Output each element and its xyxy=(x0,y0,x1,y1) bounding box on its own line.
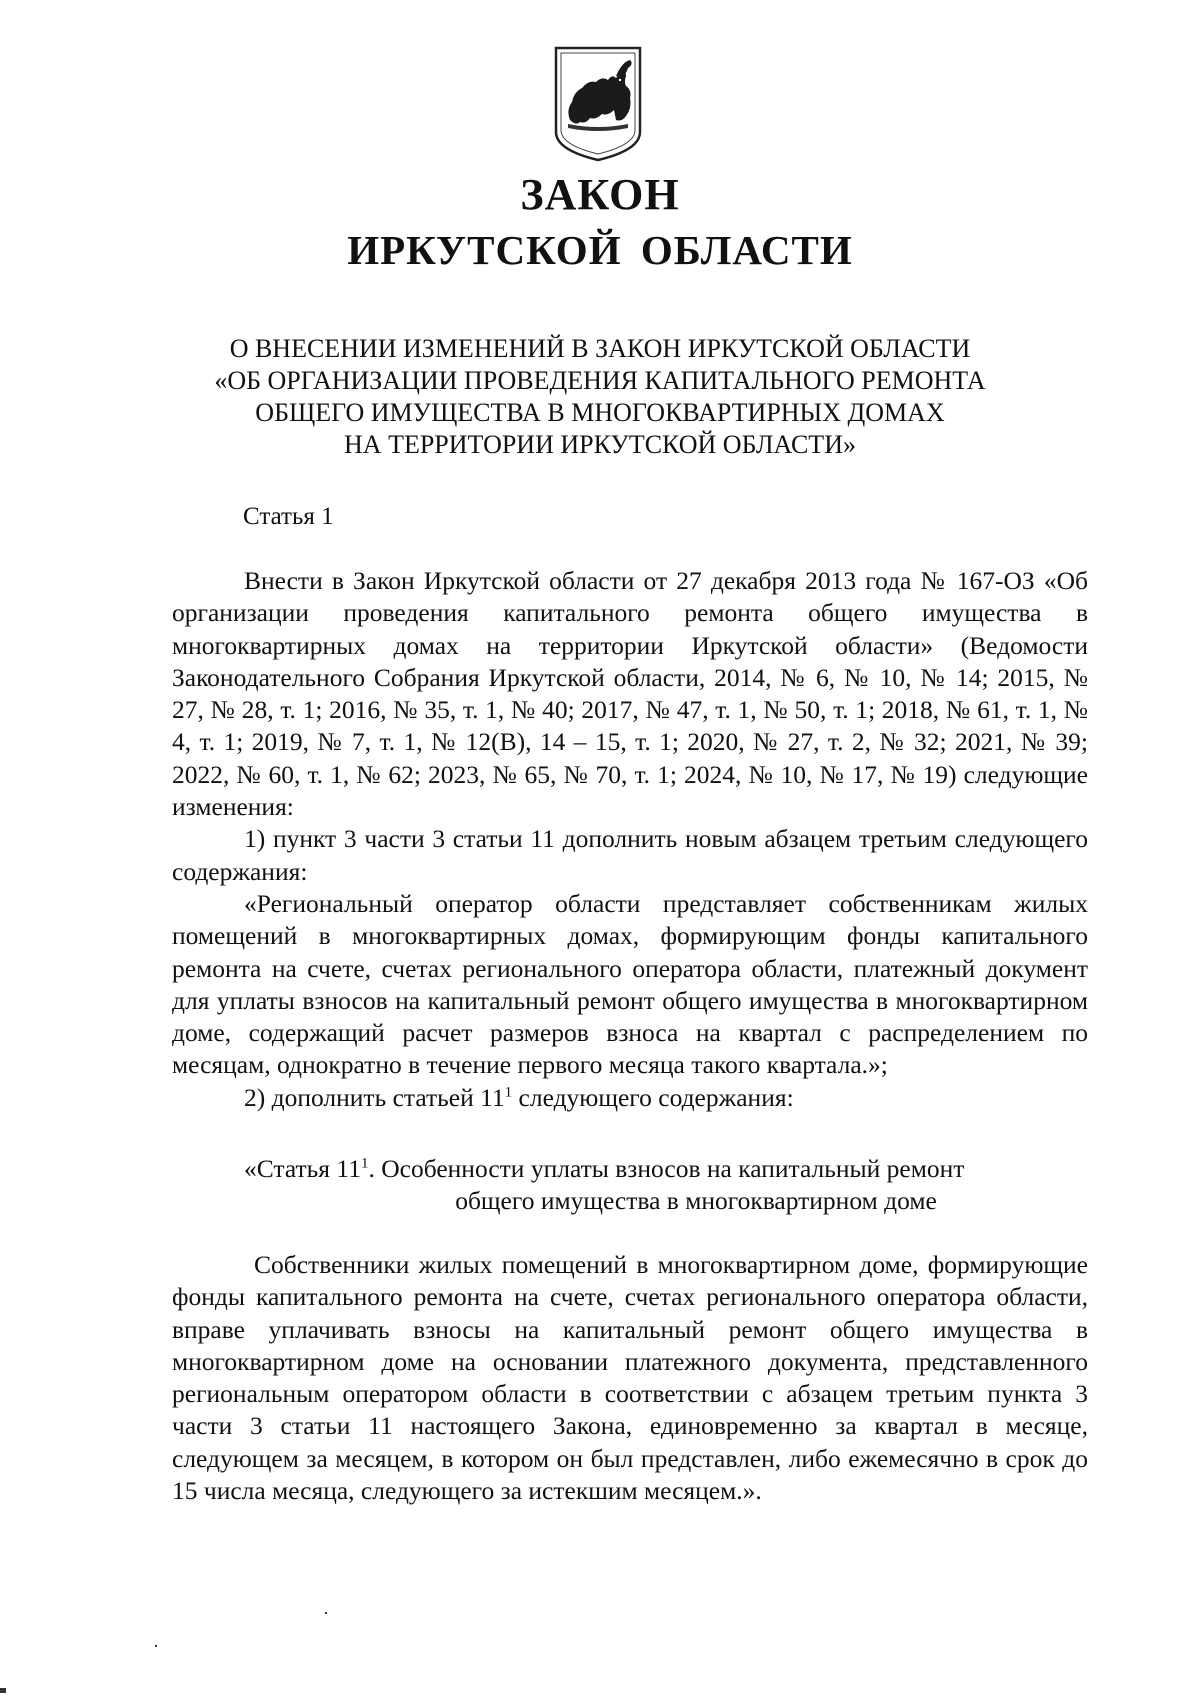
article-label: Статья 1 xyxy=(243,503,334,530)
law-name-heading xyxy=(150,333,1050,461)
amendment-item-2 xyxy=(172,1082,1088,1114)
law-name-line: НА ТЕРРИТОРИИ ИРКУТСКОЙ ОБЛАСТИ» xyxy=(344,430,856,459)
new-article-body xyxy=(172,1249,1088,1507)
scan-artifact xyxy=(0,1688,6,1693)
law-name-line: ОБЩЕГО ИМУЩЕСТВА В МНОГОКВАРТИРНЫХ ДОМАХ xyxy=(255,398,945,427)
article-body xyxy=(172,565,1088,1114)
law-region: ИРКУТСКОЙ ОБЛАСТИ xyxy=(347,227,853,273)
article-intro-paragraph: Внести в Закон Иркутской области от 27 декабря 2013 года № 167-ОЗ «Об организации проведения капитального ремонта общего имущества в многоквартирных домах на территории Иркутской области» (Ведомости Законодательного Собрания Иркутской области, 2014, № 6, № 10, № 14; 2015, № 27, № 28, т. 1; 2016, № 35, т. 1, № 40; 2017, № 47, т. 1, № 50, т. 1; 2018, № 61, т. 1, № 4, т. 1; 2019, № 7, т. 1, № 12(В), 14 – 15, т. 1; 2020, № 27, т. 2, № 32; 2021, № 39; 2022, № 60, т. 1, № 62; 2023, № 65, № 70, т. 1; 2024, № 10, № 17, № 19) следующие изменения: xyxy=(172,566,1088,822)
new-article-text: Собственники жилых помещений в многоквартирном доме, формирующие фонды капитального ремонта на счете, счетах регионального оператора области, вправе уплачивать взносы на капитальный ремонт общего имущества в многоквартирном доме на основании платежного документа, представленного региональным оператором области в соответствии с абзацем третьим пункта 3 части 3 статьи 11 настоящего Закона, единовременно за квартал в месяце, следующем за месяцем, в котором он был представлен, либо ежемесячно в срок до 15 числа месяца, следующего за истекшим месяцем.». xyxy=(172,1250,1088,1506)
irkutsk-coat-of-arms-icon xyxy=(552,46,644,162)
scan-artifact xyxy=(155,1645,157,1647)
new-article-title xyxy=(172,1153,1088,1185)
superscript: 1 xyxy=(504,1084,513,1101)
new-article-title-text: . Особенности уплаты взносов на капитальный ремонт xyxy=(368,1154,965,1183)
amendment-item-2-prefix: 2) дополнить статьей 11 xyxy=(244,1082,505,1112)
amendment-item-1: 1) пункт 3 части 3 статьи 11 дополнить новым абзацем третьим следующего содержания: xyxy=(172,824,1088,886)
law-name-line: О ВНЕСЕНИИ ИЗМЕНЕНИЙ В ЗАКОН ИРКУТСКОЙ ОБЛАСТИ xyxy=(229,334,971,363)
superscript: 1 xyxy=(360,1155,369,1172)
new-article-heading xyxy=(172,1153,1088,1218)
law-title: ЗАКОН xyxy=(520,170,680,219)
scan-artifact xyxy=(325,1612,327,1614)
amendment-item-2-suffix: следующего содержания: xyxy=(512,1082,794,1112)
amendment-item-1-quote: «Региональный оператор области представляет собственникам жилых помещений в многоквартирных домах, формирующим фонды капитального ремонта на счете, счетах регионального оператора области, платежный документ для уплаты взносов на капитальный ремонт общего имущества в многоквартирном доме, содержащий расчет размеров взноса на квартал с распределением по месяцам, однократно в течение первого месяца такого квартала.»; xyxy=(172,888,1088,1080)
new-article-title-continuation: общего имущества в многоквартирном доме xyxy=(455,1186,937,1216)
new-article-prefix: «Статья 11 xyxy=(244,1154,361,1183)
law-name-line: «ОБ ОРГАНИЗАЦИИ ПРОВЕДЕНИЯ КАПИТАЛЬНОГО РЕМОНТА xyxy=(214,366,986,395)
